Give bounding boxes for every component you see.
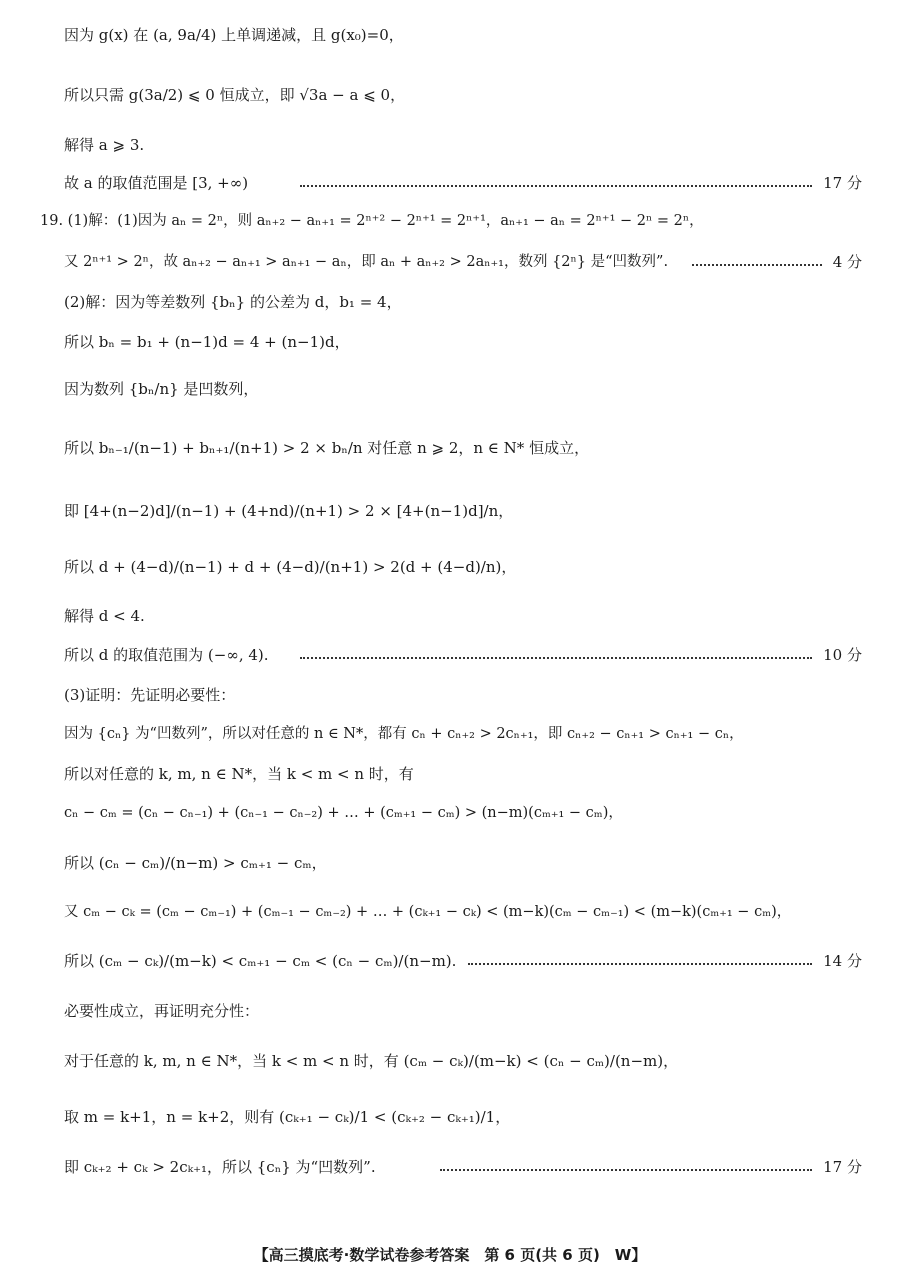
line-any-kmn: 对于任意的 k, m, n ∈ N*，当 k < m < n 时，有 (cₘ − cₖ)/(m−k) < (cₙ − cₘ)/(n−m)， — [64, 1052, 679, 1070]
line-telescoping-1: cₙ − cₘ = (cₙ − cₙ₋₁) + (cₙ₋₁ − cₙ₋₂) + … + (cₘ₊₁ − cₘ) > (n−m)(cₘ₊₁ − cₘ)， — [64, 805, 623, 821]
line-q19-3: (3)证明：先证明必要性： — [64, 686, 236, 704]
score-line-17a — [0, 176, 900, 194]
line-range-a: 故 a 的取值范围是 [3, +∞) — [64, 174, 249, 192]
line-cn-concave: 因为 {cₙ} 为“凹数列”，所以对任意的 n ∈ N*，都有 cₙ + cₙ₊₂ > 2cₙ₊₁，即 cₙ₊₂ − cₙ₊₁ > cₙ₊₁ − cₙ， — [64, 726, 744, 742]
line-sufficiency: 必要性成立，再证明充分性： — [64, 1002, 260, 1020]
score-line-17b — [0, 1160, 900, 1178]
leader-dots — [468, 954, 812, 965]
line-q19-1: 19. (1)解：(1)因为 aₙ = 2ⁿ，则 aₙ₊₂ − aₙ₊₁ = 2ⁿ⁺² − 2ⁿ⁺¹ = 2ⁿ⁺¹，aₙ₊₁ − aₙ = 2ⁿ⁺¹ − 2ⁿ = 2ⁿ， — [40, 213, 704, 229]
line-bn-concave: 因为数列 {bₙ/n} 是凹数列， — [64, 380, 259, 398]
score-14: 14 分 — [823, 952, 862, 970]
line-ratio-2: 所以 (cₘ − cₖ)/(m−k) < cₘ₊₁ − cₘ < (cₙ − cₘ)/(n−m). — [64, 952, 457, 970]
line-inequality-1: 所以 bₙ₋₁/(n−1) + bₙ₊₁/(n+1) > 2 × bₙ/n 对任意 n ⩾ 2，n ∈ N* 恒成立， — [64, 439, 590, 457]
line-range-d: 所以 d 的取值范围为 (−∞, 4). — [64, 646, 269, 664]
line-bn-formula: 所以 bₙ = b₁ + (n−1)d = 4 + (n−1)d， — [64, 333, 350, 351]
page-footer: 【高三摸底考·数学试卷参考答案 第 6 页(共 6 页) W】 — [253, 1246, 647, 1264]
leader-dots — [300, 176, 812, 187]
score-line-10 — [0, 648, 900, 666]
line-conclusion: 即 cₖ₊₂ + cₖ > 2cₖ₊₁，所以 {cₙ} 为“凹数列”. — [64, 1158, 376, 1176]
line-g-condition: 所以只需 g(3a/2) ⩽ 0 恒成立，即 √3a − a ⩽ 0， — [64, 86, 406, 104]
leader-dots — [692, 255, 822, 266]
score-17b: 17 分 — [823, 1158, 862, 1176]
line-inequality-3: 所以 d + (4−d)/(n−1) + d + (4−d)/(n+1) > 2(d + (4−d)/n)， — [64, 558, 517, 576]
line-solve-a: 解得 a ⩾ 3. — [64, 136, 145, 154]
leader-dots — [440, 1160, 812, 1171]
line-telescoping-2: 又 cₘ − cₖ = (cₘ − cₘ₋₁) + (cₘ₋₁ − cₘ₋₂) + … + (cₖ₊₁ − cₖ) < (m−k)(cₘ − cₘ₋₁) < (m−k)(cₘ₊₁ − cₘ)， — [64, 904, 792, 920]
line-g-decreasing: 因为 g(x) 在 (a, 9a/4) 上单调递减，且 g(x₀)=0， — [64, 26, 404, 44]
score-line-4 — [0, 255, 900, 273]
line-concave-2n: 又 2ⁿ⁺¹ > 2ⁿ，故 aₙ₊₂ − aₙ₊₁ > aₙ₊₁ − aₙ，即 aₙ + aₙ₊₂ > 2aₙ₊₁，数列 {2ⁿ} 是“凹数列”. — [64, 254, 669, 270]
score-17a: 17 分 — [823, 174, 862, 192]
score-10: 10 分 — [823, 646, 862, 664]
leader-dots — [300, 648, 812, 659]
line-ratio-1: 所以 (cₙ − cₘ)/(n−m) > cₘ₊₁ − cₘ， — [64, 854, 327, 872]
line-kmn: 所以对任意的 k, m, n ∈ N*，当 k < m < n 时，有 — [64, 765, 414, 783]
line-solve-d: 解得 d < 4. — [64, 607, 145, 625]
line-q19-2: (2)解：因为等差数列 {bₙ} 的公差为 d，b₁ = 4， — [64, 293, 402, 311]
score-line-14 — [0, 954, 900, 972]
score-4: 4 分 — [832, 253, 862, 271]
line-inequality-2: 即 [4+(n−2)d]/(n−1) + (4+nd)/(n+1) > 2 × [4+(n−1)d]/n， — [64, 502, 514, 520]
line-take-m: 取 m = k+1，n = k+2，则有 (cₖ₊₁ − cₖ)/1 < (cₖ₊₂ − cₖ₊₁)/1， — [64, 1108, 511, 1126]
